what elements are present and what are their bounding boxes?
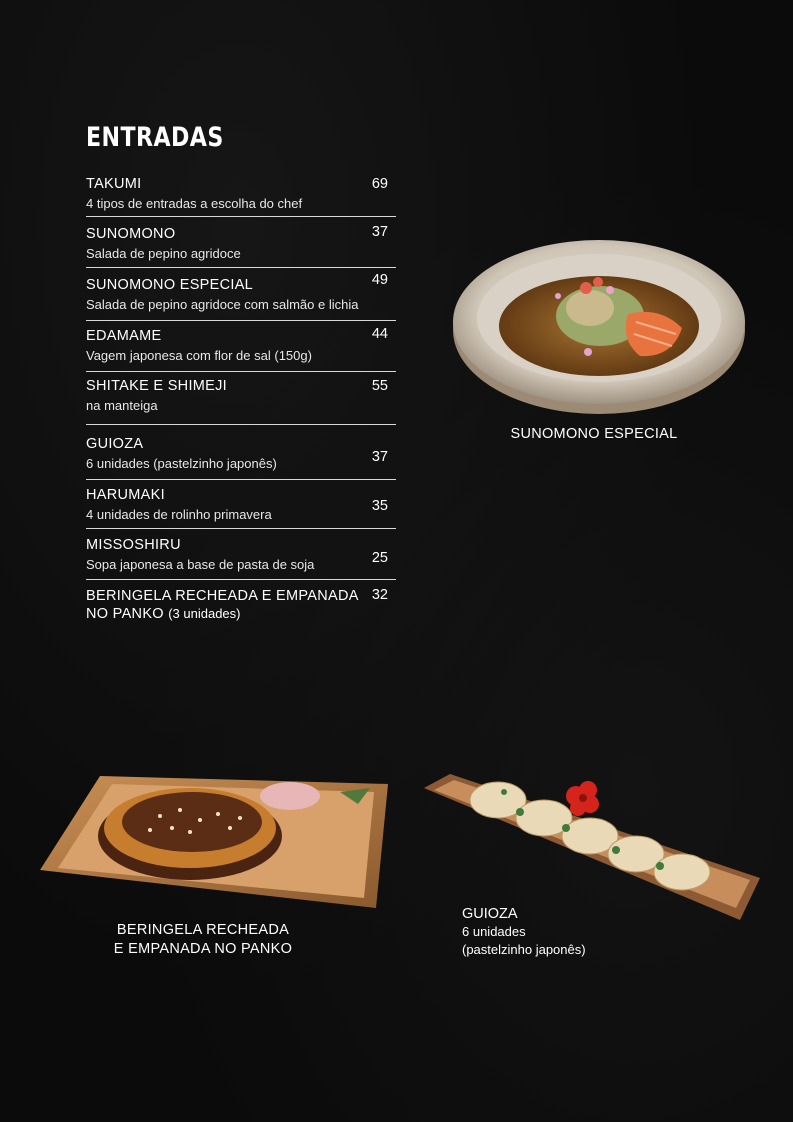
- menu-item-edamame: [86, 321, 396, 372]
- item-description: Vagem japonesa com flor de sal (150g): [86, 348, 312, 363]
- menu-item-beringela: [86, 580, 396, 630]
- item-price: 37: [371, 449, 388, 465]
- item-description: na manteiga: [86, 398, 158, 413]
- item-name: GUIOZA: [86, 436, 144, 452]
- menu-item-missoshiru: [86, 529, 396, 580]
- guioza-caption-line2: (pastelzinho japonês): [462, 942, 586, 957]
- sunomono-especial-caption: SUNOMONO ESPECIAL: [510, 426, 678, 442]
- beringela-caption-line2: E EMPANADA NO PANKO: [113, 941, 293, 957]
- item-price: 44: [371, 326, 388, 342]
- item-description: (3 unidades): [168, 606, 241, 621]
- item-price: 25: [371, 550, 388, 566]
- menu-item-harumaki: [86, 480, 396, 529]
- beringela-photo: [40, 770, 392, 912]
- menu-list: [86, 172, 396, 630]
- item-name-text: BERINGELA RECHEADA E EMPANADA NO PANKO: [86, 588, 358, 622]
- item-name: SUNOMONO ESPECIAL: [86, 277, 254, 293]
- guioza-caption-line1: 6 unidades: [462, 924, 526, 939]
- item-name: MISSOSHIRU: [86, 537, 181, 553]
- item-name: EDAMAME: [86, 328, 162, 344]
- guioza-caption: [462, 905, 586, 959]
- item-name: HARUMAKI: [86, 487, 165, 503]
- beringela-caption-line1: BERINGELA RECHEADA: [116, 922, 290, 938]
- item-description: 6 unidades (pastelzinho japonês): [86, 456, 277, 471]
- guioza-photo: [420, 766, 764, 926]
- menu-item-guioza: [86, 425, 396, 480]
- item-price: 37: [371, 224, 388, 240]
- menu-item-sunomono-especial: [86, 268, 396, 321]
- item-description: Salada de pepino agridoce com salmão e lichia: [86, 297, 359, 312]
- menu-item-takumi: [86, 172, 396, 217]
- item-name: [86, 587, 376, 623]
- item-description: Salada de pepino agridoce: [86, 246, 241, 261]
- sunomono-especial-photo: [450, 218, 748, 418]
- beringela-caption: [100, 921, 306, 959]
- item-name: SHITAKE E SHIMEJI: [86, 378, 227, 394]
- item-price: 32: [371, 587, 388, 603]
- menu-item-shitake-shimeji: [86, 372, 396, 425]
- item-name: TAKUMI: [86, 176, 142, 192]
- section-title: ENTRADAS: [86, 122, 224, 153]
- item-description: Sopa japonesa a base de pasta de soja: [86, 557, 315, 572]
- item-description: 4 unidades de rolinho primavera: [86, 507, 272, 522]
- menu-item-sunomono: [86, 217, 396, 268]
- item-price: 49: [371, 272, 388, 288]
- guioza-caption-title: GUIOZA: [462, 906, 518, 922]
- item-name: SUNOMONO: [86, 226, 176, 242]
- item-price: 55: [371, 378, 388, 394]
- item-description: 4 tipos de entradas a escolha do chef: [86, 196, 303, 211]
- item-price: 35: [371, 498, 388, 514]
- item-price: 69: [371, 176, 388, 192]
